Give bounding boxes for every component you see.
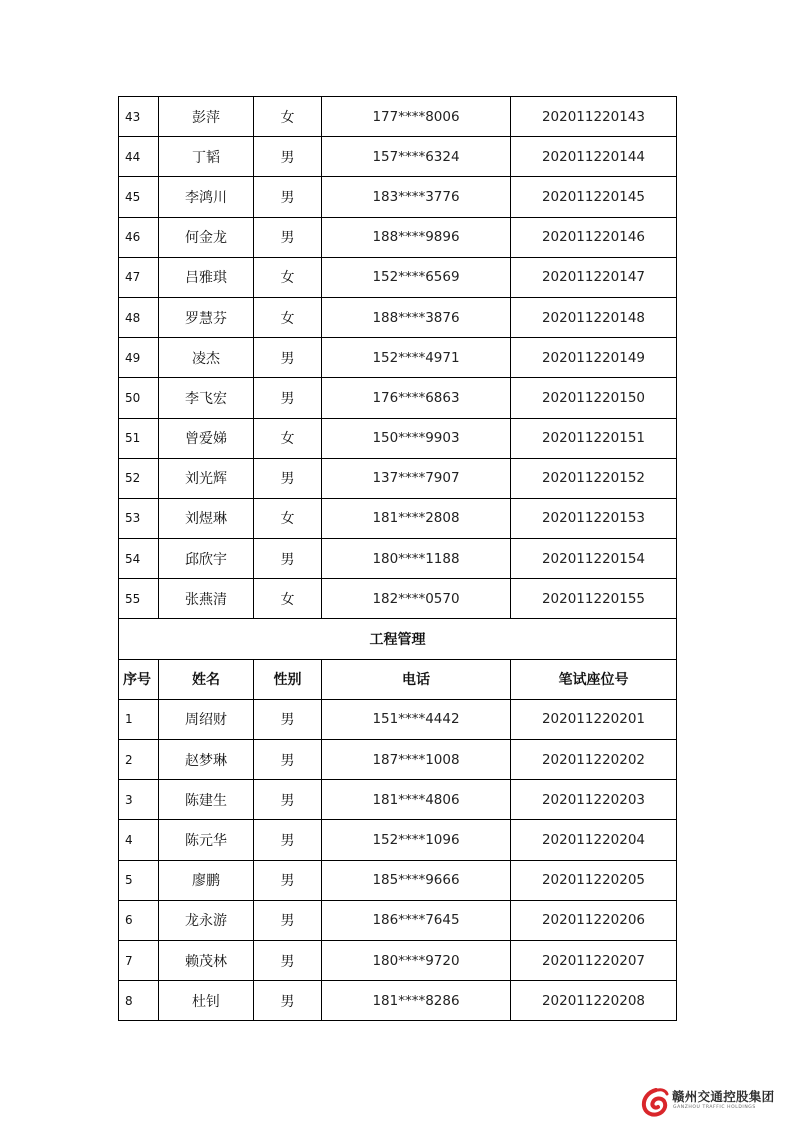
cell-name: 凌杰 xyxy=(159,338,254,378)
table-body-bottom xyxy=(119,699,677,1021)
cell-gender: 女 xyxy=(254,418,322,458)
cell-gender: 男 xyxy=(254,458,322,498)
table-row xyxy=(119,137,677,177)
cell-seq: 5 xyxy=(119,860,159,900)
table-row xyxy=(119,458,677,498)
cell-gender: 女 xyxy=(254,297,322,337)
cell-seq: 50 xyxy=(119,378,159,418)
cell-seq: 6 xyxy=(119,900,159,940)
logo-mark-icon xyxy=(640,1087,670,1117)
cell-phone: 180****9720 xyxy=(322,940,511,980)
section-row xyxy=(119,619,677,659)
cell-seq: 49 xyxy=(119,338,159,378)
cell-seat: 202011220148 xyxy=(511,297,677,337)
table-row xyxy=(119,498,677,538)
cell-gender: 男 xyxy=(254,900,322,940)
cell-name: 曾爱娣 xyxy=(159,418,254,458)
logo-text: 赣州交通控股集团 xyxy=(672,1089,775,1104)
cell-seq: 45 xyxy=(119,177,159,217)
cell-name: 赵梦琳 xyxy=(159,740,254,780)
cell-seat: 202011220202 xyxy=(511,740,677,780)
table-row xyxy=(119,740,677,780)
cell-seq: 46 xyxy=(119,217,159,257)
cell-phone: 176****6863 xyxy=(322,378,511,418)
cell-seq: 7 xyxy=(119,940,159,980)
cell-gender: 女 xyxy=(254,498,322,538)
cell-seq: 2 xyxy=(119,740,159,780)
cell-gender: 男 xyxy=(254,699,322,739)
cell-seat: 202011220208 xyxy=(511,981,677,1021)
cell-seq: 54 xyxy=(119,539,159,579)
cell-gender: 男 xyxy=(254,177,322,217)
table-row xyxy=(119,699,677,739)
cell-seat: 202011220203 xyxy=(511,780,677,820)
cell-seat: 202011220154 xyxy=(511,539,677,579)
cell-phone: 157****6324 xyxy=(322,137,511,177)
cell-seq: 47 xyxy=(119,257,159,297)
cell-gender: 男 xyxy=(254,378,322,418)
header-seq: 序号 xyxy=(119,659,159,699)
cell-gender: 男 xyxy=(254,820,322,860)
logo-subtext: GANZHOU TRAFFIC HOLDINGS xyxy=(673,1105,756,1110)
table-row xyxy=(119,780,677,820)
table-row xyxy=(119,539,677,579)
cell-seq: 53 xyxy=(119,498,159,538)
table-row xyxy=(119,981,677,1021)
cell-name: 刘光辉 xyxy=(159,458,254,498)
cell-seq: 44 xyxy=(119,137,159,177)
cell-name: 廖鹏 xyxy=(159,860,254,900)
cell-name: 刘煜琳 xyxy=(159,498,254,538)
cell-phone: 185****9666 xyxy=(322,860,511,900)
cell-seat: 202011220204 xyxy=(511,820,677,860)
cell-gender: 女 xyxy=(254,97,322,137)
cell-gender: 男 xyxy=(254,137,322,177)
cell-seat: 202011220146 xyxy=(511,217,677,257)
cell-name: 何金龙 xyxy=(159,217,254,257)
cell-name: 吕雅琪 xyxy=(159,257,254,297)
cell-seat: 202011220155 xyxy=(511,579,677,619)
cell-phone: 177****8006 xyxy=(322,97,511,137)
header-row xyxy=(119,659,677,699)
cell-seq: 1 xyxy=(119,699,159,739)
cell-gender: 男 xyxy=(254,539,322,579)
table-body-top xyxy=(119,97,677,619)
company-logo xyxy=(640,1085,786,1119)
cell-gender: 男 xyxy=(254,217,322,257)
section-block xyxy=(119,619,677,699)
cell-seq: 8 xyxy=(119,981,159,1021)
table-row xyxy=(119,820,677,860)
cell-name: 李飞宏 xyxy=(159,378,254,418)
cell-phone: 152****1096 xyxy=(322,820,511,860)
cell-seq: 55 xyxy=(119,579,159,619)
cell-gender: 男 xyxy=(254,860,322,900)
header-seat: 笔试座位号 xyxy=(511,659,677,699)
cell-seat: 202011220205 xyxy=(511,860,677,900)
cell-phone: 187****1008 xyxy=(322,740,511,780)
cell-seat: 202011220151 xyxy=(511,418,677,458)
cell-seat: 202011220145 xyxy=(511,177,677,217)
cell-name: 罗慧芬 xyxy=(159,297,254,337)
cell-gender: 男 xyxy=(254,780,322,820)
table-row xyxy=(119,297,677,337)
cell-name: 周绍财 xyxy=(159,699,254,739)
cell-seq: 43 xyxy=(119,97,159,137)
cell-phone: 182****0570 xyxy=(322,579,511,619)
cell-seat: 202011220147 xyxy=(511,257,677,297)
cell-phone: 181****2808 xyxy=(322,498,511,538)
table-row xyxy=(119,940,677,980)
cell-gender: 男 xyxy=(254,981,322,1021)
cell-seat: 202011220150 xyxy=(511,378,677,418)
cell-name: 龙永游 xyxy=(159,900,254,940)
header-phone: 电话 xyxy=(322,659,511,699)
cell-name: 邱欣宇 xyxy=(159,539,254,579)
header-gender: 性别 xyxy=(254,659,322,699)
cell-seq: 48 xyxy=(119,297,159,337)
table-row xyxy=(119,900,677,940)
cell-gender: 女 xyxy=(254,579,322,619)
cell-gender: 女 xyxy=(254,257,322,297)
cell-seat: 202011220149 xyxy=(511,338,677,378)
cell-seat: 202011220144 xyxy=(511,137,677,177)
cell-name: 陈建生 xyxy=(159,780,254,820)
table-row xyxy=(119,338,677,378)
cell-phone: 186****7645 xyxy=(322,900,511,940)
table-row xyxy=(119,579,677,619)
cell-phone: 152****4971 xyxy=(322,338,511,378)
cell-name: 李鸿川 xyxy=(159,177,254,217)
cell-seat: 202011220143 xyxy=(511,97,677,137)
cell-gender: 男 xyxy=(254,740,322,780)
cell-seq: 51 xyxy=(119,418,159,458)
cell-seat: 202011220152 xyxy=(511,458,677,498)
cell-name: 张燕清 xyxy=(159,579,254,619)
cell-seq: 4 xyxy=(119,820,159,860)
table-row xyxy=(119,217,677,257)
cell-phone: 151****4442 xyxy=(322,699,511,739)
cell-phone: 137****7907 xyxy=(322,458,511,498)
table-row xyxy=(119,97,677,137)
table-row xyxy=(119,177,677,217)
cell-seat: 202011220201 xyxy=(511,699,677,739)
cell-phone: 181****4806 xyxy=(322,780,511,820)
table-row xyxy=(119,378,677,418)
cell-phone: 150****9903 xyxy=(322,418,511,458)
cell-phone: 188****3876 xyxy=(322,297,511,337)
cell-name: 杜钊 xyxy=(159,981,254,1021)
cell-gender: 男 xyxy=(254,338,322,378)
cell-seat: 202011220153 xyxy=(511,498,677,538)
candidate-table xyxy=(118,96,677,1021)
header-name: 姓名 xyxy=(159,659,254,699)
cell-name: 彭萍 xyxy=(159,97,254,137)
cell-gender: 男 xyxy=(254,940,322,980)
cell-name: 赖茂林 xyxy=(159,940,254,980)
cell-seq: 52 xyxy=(119,458,159,498)
cell-phone: 180****1188 xyxy=(322,539,511,579)
cell-phone: 181****8286 xyxy=(322,981,511,1021)
table-row xyxy=(119,860,677,900)
cell-name: 丁韬 xyxy=(159,137,254,177)
cell-name: 陈元华 xyxy=(159,820,254,860)
cell-phone: 183****3776 xyxy=(322,177,511,217)
cell-phone: 152****6569 xyxy=(322,257,511,297)
cell-phone: 188****9896 xyxy=(322,217,511,257)
table-row xyxy=(119,418,677,458)
section-title: 工程管理 xyxy=(119,619,677,659)
table-row xyxy=(119,257,677,297)
cell-seat: 202011220206 xyxy=(511,900,677,940)
cell-seat: 202011220207 xyxy=(511,940,677,980)
cell-seq: 3 xyxy=(119,780,159,820)
